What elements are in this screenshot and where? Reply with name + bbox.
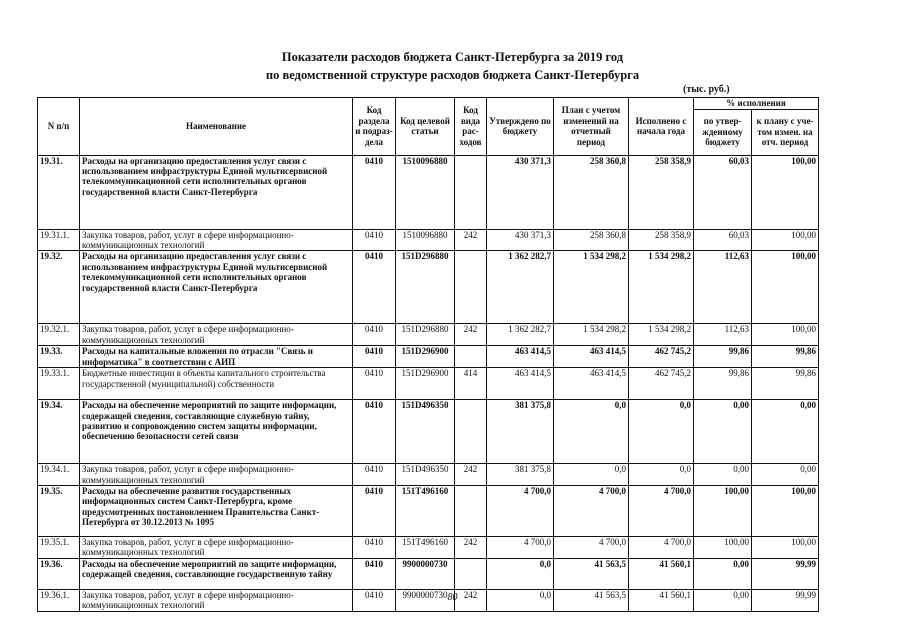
table-row [38,251,819,324]
row-done: 4 700,0 [629,485,694,536]
row-pct-plan: 100,00 [752,536,819,558]
row-pct-plan: 100,00 [752,155,819,229]
row-razdel-code: 0410 [353,589,396,611]
row-approved: 381 375,8 [487,464,554,486]
row-number: 19.32.1. [38,324,80,346]
row-vid-code [455,485,487,536]
row-approved: 430 371,3 [487,229,554,251]
row-razdel-code: 0410 [353,464,396,486]
row-vid-code [455,400,487,464]
row-vid-code [455,251,487,324]
row-target-code: 151T496160 [396,536,455,558]
row-vid-code [455,558,487,589]
row-approved: 0,0 [487,558,554,589]
row-name: Расходы на организацию предоставления услуг связи с использованием инфраструктуры Единой мультисервисной телекоммуникационной сети исполнительных органов государственной власти Санкт-Петербурга [80,155,353,229]
row-approved: 463 414,5 [487,346,554,368]
row-razdel-code: 0410 [353,155,396,229]
row-approved: 0,0 [487,589,554,611]
row-pct-approved: 112,63 [694,251,752,324]
row-target-code: 151D296880 [396,251,455,324]
header-pct-approved: по утвер- жденному бюджету [694,109,752,155]
row-target-code: 151D296880 [396,324,455,346]
row-number: 19.34. [38,400,80,464]
row-vid-code: 242 [455,324,487,346]
row-pct-plan: 99,99 [752,558,819,589]
row-name: Расходы на обеспечение мероприятий по защите информации, содержащей сведения, составляющие государственную тайну [80,558,353,589]
row-done: 1 534 298,2 [629,324,694,346]
budget-table [37,97,819,612]
row-done: 462 745,2 [629,346,694,368]
row-razdel-code: 0410 [353,229,396,251]
row-vid-code [455,155,487,229]
row-number: 19.33. [38,346,80,368]
row-pct-approved: 0,00 [694,464,752,486]
table-row [38,400,819,464]
row-number: 19.36. [38,558,80,589]
table-row [38,536,819,558]
row-pct-plan: 0,00 [752,464,819,486]
row-number: 19.33.1. [38,368,80,400]
header-razdel: Код раздела и подраз- дела [353,98,396,156]
row-pct-plan: 100,00 [752,485,819,536]
row-plan: 463 414,5 [554,368,629,400]
row-approved: 1 362 282,7 [487,324,554,346]
row-number: 19.31.1. [38,229,80,251]
row-target-code: 1510096880 [396,229,455,251]
row-plan: 0,0 [554,400,629,464]
header-n: N п/п [38,98,80,156]
row-pct-plan: 100,00 [752,251,819,324]
row-pct-plan: 100,00 [752,324,819,346]
row-approved: 463 414,5 [487,368,554,400]
row-plan: 1 534 298,2 [554,251,629,324]
row-target-code: 151D496350 [396,400,455,464]
row-done: 258 358,9 [629,155,694,229]
row-pct-approved: 0,00 [694,589,752,611]
row-name: Расходы на обеспечение мероприятий по защите информации, содержащей сведения, составляющие служебную тайну, развитию и сопровождению систем защиты информации, обеспечению безопасности сетей связи [80,400,353,464]
row-plan: 1 534 298,2 [554,324,629,346]
row-plan: 41 563,5 [554,558,629,589]
table-row [38,229,819,251]
row-target-code: 151T496160 [396,485,455,536]
table-row [38,346,819,368]
row-pct-plan: 99,99 [752,589,819,611]
row-plan: 258 360,8 [554,155,629,229]
row-approved: 4 700,0 [487,485,554,536]
row-vid-code: 414 [455,368,487,400]
row-number: 19.36.1. [38,589,80,611]
row-razdel-code: 0410 [353,485,396,536]
row-target-code: 151D296900 [396,346,455,368]
row-pct-approved: 0,00 [694,558,752,589]
row-target-code: 151D496350 [396,464,455,486]
row-vid-code: 242 [455,536,487,558]
row-number: 19.31. [38,155,80,229]
row-target-code: 151D296900 [396,368,455,400]
row-done: 0,0 [629,464,694,486]
row-pct-approved: 60,03 [694,155,752,229]
row-vid-code: 242 [455,589,487,611]
row-target-code: 9900000730 [396,589,455,611]
header-pct-plan: к плану с уче- том измен. на отч. период [752,109,819,155]
table-row [38,464,819,486]
row-pct-approved: 60,03 [694,229,752,251]
units-label: (тыс. руб.) [683,84,730,95]
table-row [38,558,819,589]
row-approved: 1 362 282,7 [487,251,554,324]
row-razdel-code: 0410 [353,400,396,464]
row-name: Расходы на обеспечение развития государственных информационных систем Санкт-Петербурга, кроме предусмотренных постановлением Правительства Санкт-Петербурга от 30.12.2013 № 1095 [80,485,353,536]
row-vid-code [455,346,487,368]
row-number: 19.34.1. [38,464,80,486]
row-razdel-code: 0410 [353,368,396,400]
table-row [38,368,819,400]
table-row [38,155,819,229]
row-approved: 381 375,8 [487,400,554,464]
row-name: Закупка товаров, работ, услуг в сфере информационно-коммуникационных технологий [80,324,353,346]
row-plan: 0,0 [554,464,629,486]
row-name: Закупка товаров, работ, услуг в сфере информационно-коммуникационных технологий [80,536,353,558]
header-name: Наименование [80,98,353,156]
row-done: 41 560,1 [629,558,694,589]
row-vid-code: 242 [455,229,487,251]
row-target-code: 9900000730 [396,558,455,589]
row-pct-plan: 0,00 [752,400,819,464]
header-plan: План с учетом изменений на отчетный период [554,98,629,156]
table-row [38,324,819,346]
row-pct-plan: 100,00 [752,229,819,251]
row-number: 19.35. [38,485,80,536]
row-done: 0,0 [629,400,694,464]
row-approved: 430 371,3 [487,155,554,229]
row-done: 41 560,1 [629,589,694,611]
page-number: 80 [447,592,458,603]
row-pct-plan: 99,86 [752,368,819,400]
row-done: 258 358,9 [629,229,694,251]
row-pct-plan: 99,86 [752,346,819,368]
row-pct-approved: 100,00 [694,536,752,558]
row-name: Расходы на капитальные вложения по отрасли "Связь и информатика" в соответствии с АИП [80,346,353,368]
header-vid: Код вида рас- ходов [455,98,487,156]
row-name: Расходы на организацию предоставления услуг связи с использованием инфраструктуры Единой мультисервисной телекоммуникационной сети исполнительных органов государственной власти Санкт-Петербурга [80,251,353,324]
row-plan: 463 414,5 [554,346,629,368]
row-approved: 4 700,0 [487,536,554,558]
row-vid-code: 242 [455,464,487,486]
row-done: 462 745,2 [629,368,694,400]
row-number: 19.35.1. [38,536,80,558]
row-plan: 4 700,0 [554,536,629,558]
row-done: 4 700,0 [629,536,694,558]
row-pct-approved: 100,00 [694,485,752,536]
header-approved: Утверждено по бюджету [487,98,554,156]
row-pct-approved: 112,63 [694,324,752,346]
row-done: 1 534 298,2 [629,251,694,324]
row-plan: 258 360,8 [554,229,629,251]
row-name: Закупка товаров, работ, услуг в сфере информационно-коммуникационных технологий [80,464,353,486]
row-pct-approved: 99,86 [694,368,752,400]
row-name: Закупка товаров, работ, услуг в сфере информационно-коммуникационных технологий [80,229,353,251]
row-razdel-code: 0410 [353,346,396,368]
report-subtitle: по ведомственной структуре расходов бюджета Санкт-Петербурга [265,68,640,82]
row-plan: 4 700,0 [554,485,629,536]
row-target-code: 1510096880 [396,155,455,229]
row-pct-approved: 0,00 [694,400,752,464]
row-plan: 41 563,5 [554,589,629,611]
report-title: Показатели расходов бюджета Санкт-Петербурга за 2019 год [281,50,624,64]
row-name: Закупка товаров, работ, услуг в сфере информационно-коммуникационных технологий [80,589,353,611]
header-pct: % исполнения [694,98,819,110]
row-razdel-code: 0410 [353,536,396,558]
table-row [38,485,819,536]
header-target: Код целевой статьи [396,98,455,156]
table-body [38,155,819,611]
row-name: Бюджетные инвестиции в объекты капитального строительства государственной (муниципальной) собственности [80,368,353,400]
row-pct-approved: 99,86 [694,346,752,368]
row-razdel-code: 0410 [353,324,396,346]
row-number: 19.32. [38,251,80,324]
row-razdel-code: 0410 [353,558,396,589]
header-done: Исполнено с начала года [629,98,694,156]
row-razdel-code: 0410 [353,251,396,324]
